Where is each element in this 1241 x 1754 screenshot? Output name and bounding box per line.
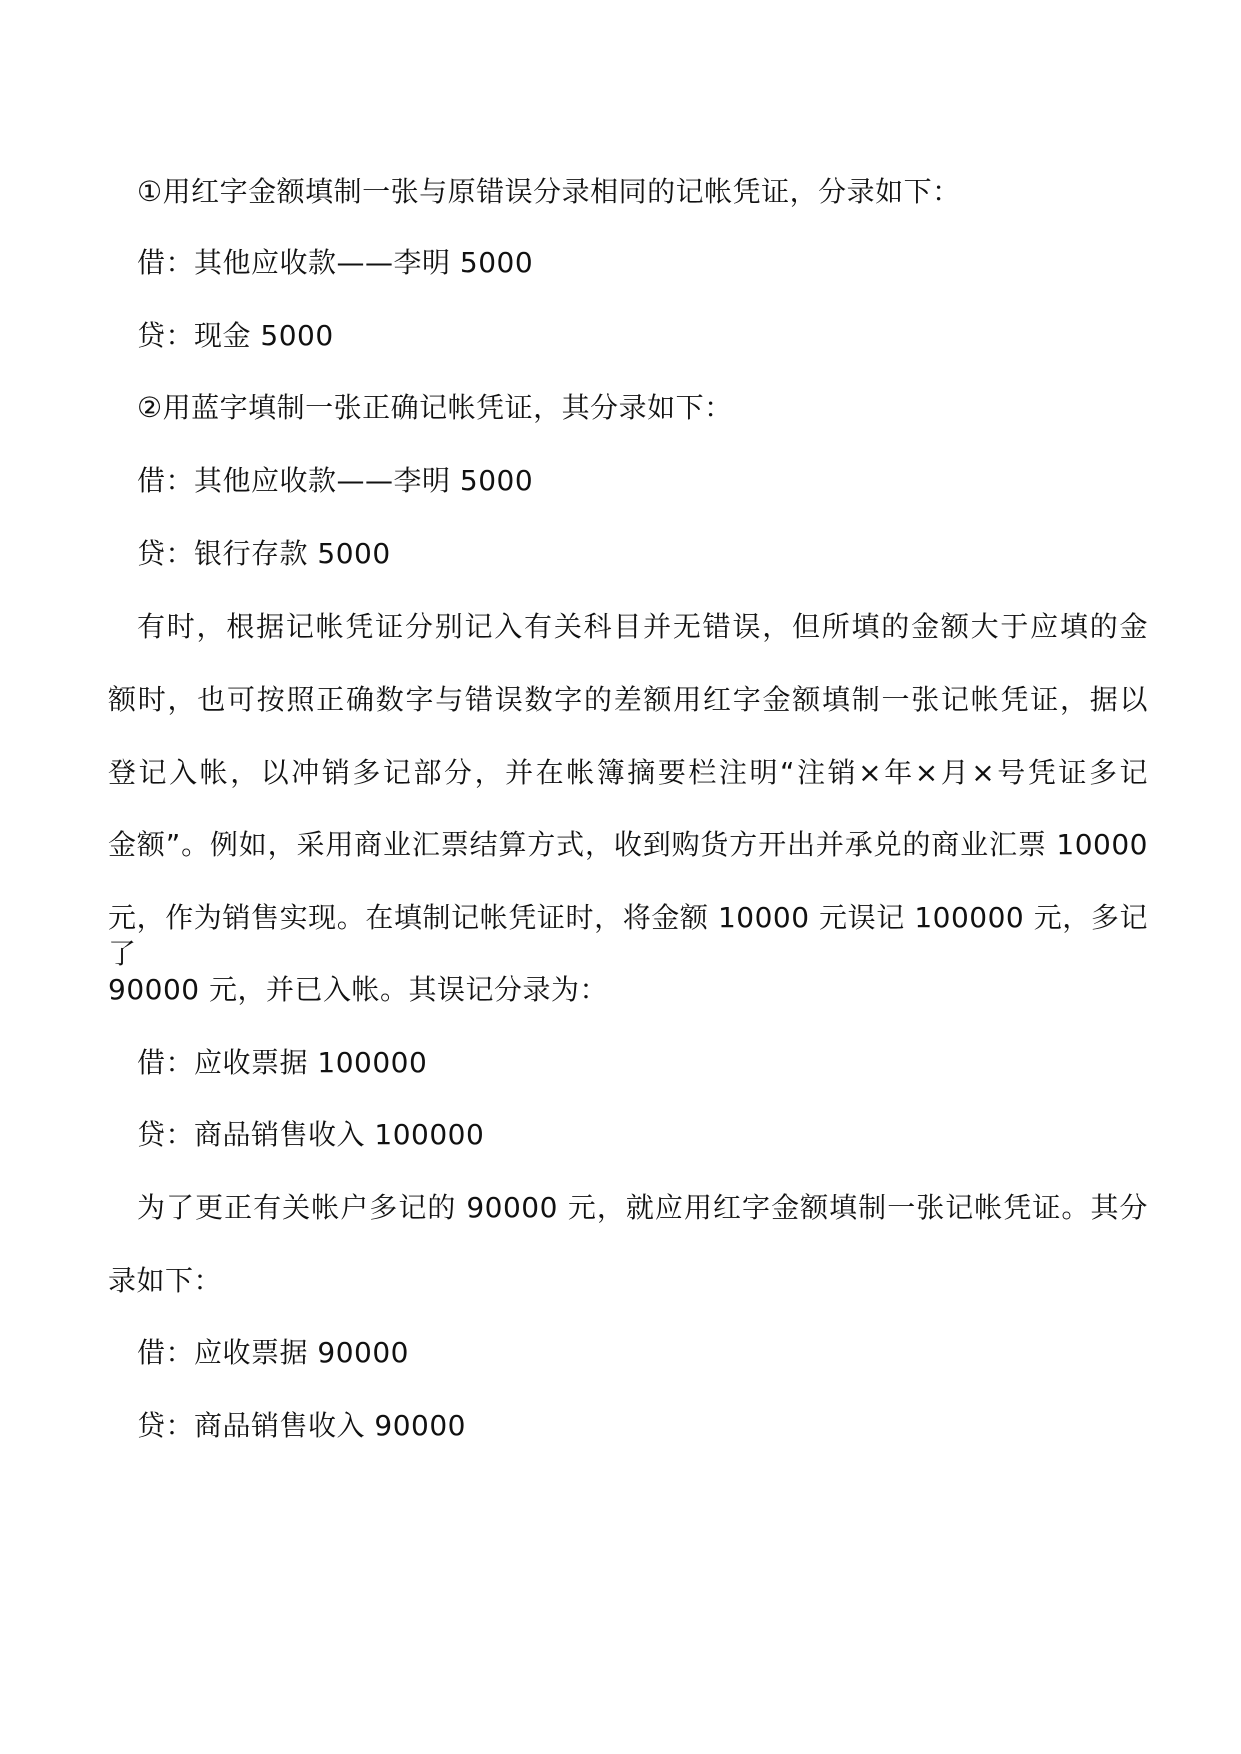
entry-credit-2: 贷：银行存款 5000 [137,537,391,570]
entry-debit-1: 借：其他应收款——李明 5000 [137,246,534,279]
paragraph-correction-line-1: 为了更正有关帐户多记的 90000 元，就应用红字金额填制一张记帐凭证。其分 [137,1191,1148,1224]
entry-credit-1: 贷：现金 5000 [137,319,334,352]
paragraph-line-4: 金额”。例如，采用商业汇票结算方式，收到购货方开出并承兑的商业汇票 10000 [108,828,1148,861]
paragraph-line-6: 90000 元，并已入帐。其误记分录为： [108,973,608,1006]
paragraph-line-1: 有时，根据记帐凭证分别记入有关科目并无错误，但所填的金额大于应填的金 [137,610,1148,643]
paragraph-correction-line-2: 录如下： [108,1264,223,1297]
paragraph-blue-correction: ②用蓝字填制一张正确记帐凭证，其分录如下： [137,391,733,424]
entry-credit-3: 贷：商品销售收入 100000 [137,1118,485,1151]
paragraph-line-2: 额时，也可按照正确数字与错误数字的差额用红字金额填制一张记帐凭证，据以 [108,683,1148,716]
entry-debit-4: 借：应收票据 90000 [137,1336,409,1369]
entry-debit-3: 借：应收票据 100000 [137,1046,428,1079]
paragraph-line-3: 登记入帐，以冲销多记部分，并在帐簿摘要栏注明“注销×年×月×号凭证多记 [108,756,1148,789]
paragraph-line-5: 元，作为销售实现。在填制记帐凭证时，将金额 10000 元误记 100000 元，多记了 [108,901,1148,970]
paragraph-red-reversal: ①用红字金额填制一张与原错误分录相同的记帐凭证，分录如下： [137,175,961,208]
entry-debit-2: 借：其他应收款——李明 5000 [137,464,534,497]
entry-credit-4: 贷：商品销售收入 90000 [137,1409,466,1442]
